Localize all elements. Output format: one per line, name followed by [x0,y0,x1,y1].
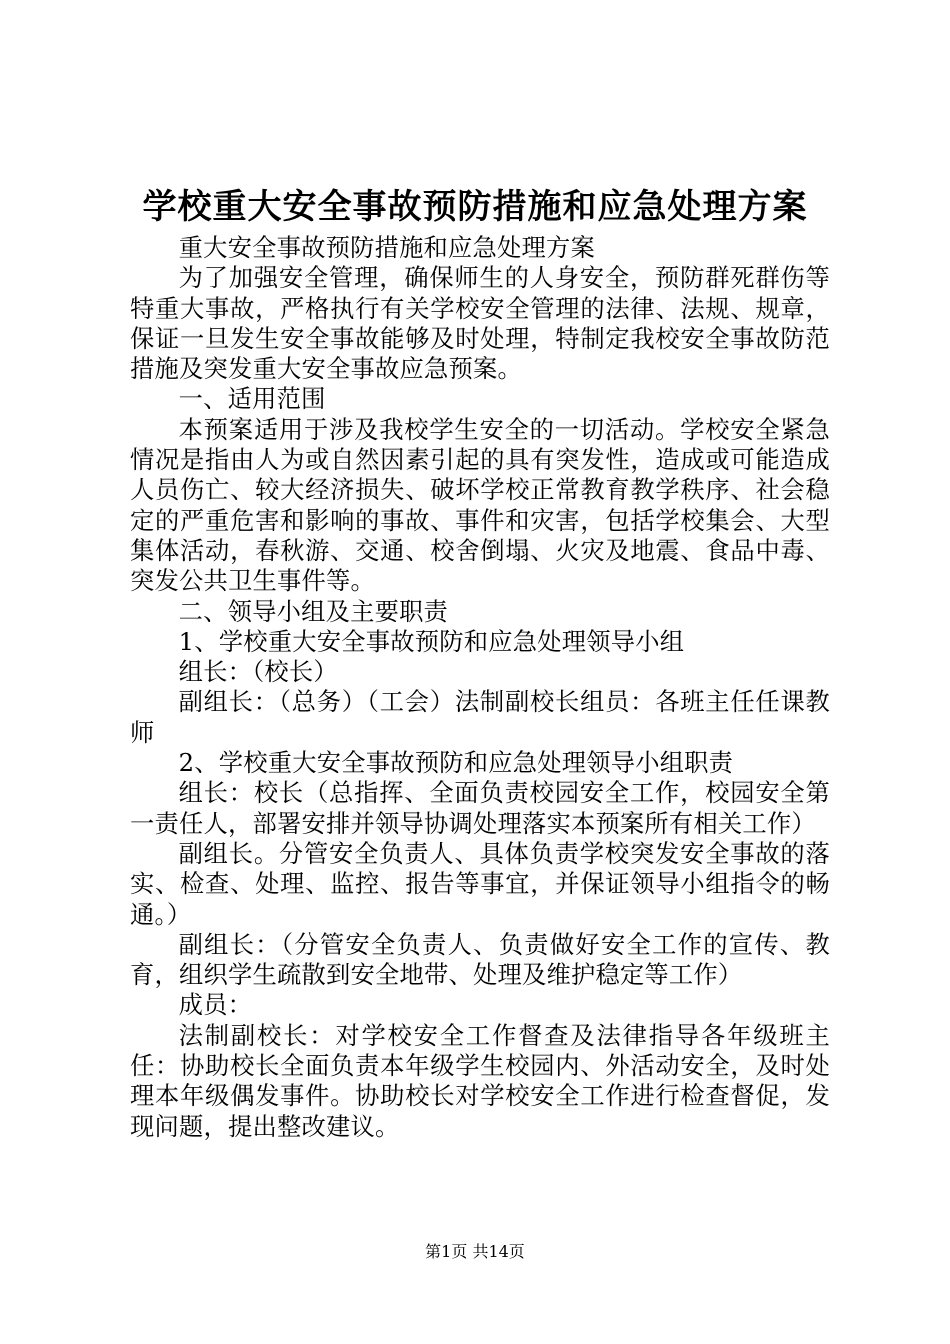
paragraph-deputy-duty-1: 副组长。分管安全负责人、具体负责学校突发安全事故的落实、检查、处理、监控、报告等事宜，并保证领导小组指令的畅通。） [130,838,830,929]
paragraph-leader: 组长：（校长） [178,657,338,687]
paragraph-intro: 为了加强安全管理，确保师生的人身安全，预防群死群伤等特重大事故，严格执行有关学校安全管理的法律、法规、规章，保证一旦发生安全事故能够及时处理，特制定我校安全事故防范措施及突发重大安全事故应急预案。 [130,263,830,384]
paragraph-members-duty: 法制副校长：对学校安全工作督查及法律指导各年级班主任：协助校长全面负责本年级学生校园内、外活动安全，及时处理本年级偶发事件。协助校长对学校安全工作进行检查督促，发现问题，提出整改建议。 [130,1020,830,1141]
paragraph-deputy-members: 副组长：（总务）（工会）法制副校长组员：各班主任任课教师 [130,687,830,747]
section-heading-leadership: 二、领导小组及主要职责 [178,596,449,626]
document-title: 学校重大安全事故预防措施和应急处理方案 [142,187,808,227]
subsection-heading-group: 1、学校重大安全事故预防和应急处理领导小组 [178,626,685,656]
section-heading-scope: 一、适用范围 [178,384,326,414]
subsection-heading-duties: 2、学校重大安全事故预防和应急处理领导小组职责 [178,748,734,778]
paragraph-members-label: 成员： [178,990,253,1020]
paragraph-scope: 本预案适用于涉及我校学生安全的一切活动。学校安全紧急情况是指由人为或自然因素引起的具有突发性，造成或可能造成人员伤亡、较大经济损失、破坏学校正常教育教学秩序、社会稳定的严重危害和影响的事故、事件和灾害，包括学校集会、大型集体活动，春秋游、交通、校舍倒塌、火灾及地震、食品中毒、突发公共卫生事件等。 [130,414,830,596]
paragraph-leader-duty: 组长：校长（总指挥、全面负责校园安全工作，校园安全第一责任人，部署安排并领导协调处理落实本预案所有相关工作） [130,778,830,838]
page-number-footer: 第1页 共14页 [425,1242,525,1261]
paragraph-subtitle: 重大安全事故预防措施和应急处理方案 [178,233,596,262]
paragraph-deputy-duty-2: 副组长：（分管安全负责人、负责做好安全工作的宣传、教育，组织学生疏散到安全地带、处理及维护稳定等工作） [130,929,830,990]
document-body [130,233,830,1142]
